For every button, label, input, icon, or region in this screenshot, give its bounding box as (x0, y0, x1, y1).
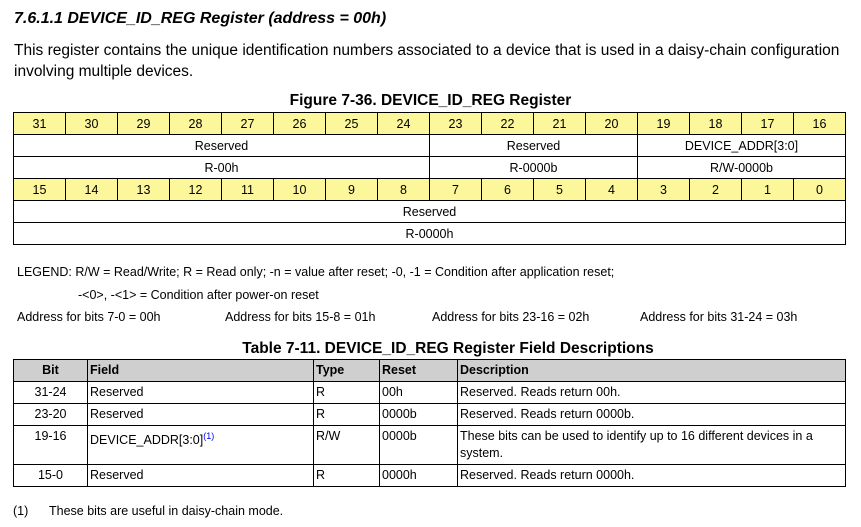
access-row-lower (14, 223, 846, 245)
cell-reset: 0000b (380, 404, 458, 426)
bit-29: 29 (118, 113, 170, 135)
table-row (14, 382, 846, 404)
cell-bit: 31-24 (14, 382, 88, 404)
footnote (13, 504, 283, 518)
field-reserved-15-0: Reserved (14, 201, 846, 223)
table-caption: Table 7-11. DEVICE_ID_REG Register Field Descriptions (242, 340, 654, 357)
cell-field: Reserved (88, 404, 314, 426)
field-reserved-23-20: Reserved (430, 135, 638, 157)
cell-bit: 15-0 (14, 465, 88, 487)
bit-11: 11 (222, 179, 274, 201)
bit-12: 12 (170, 179, 222, 201)
cell-description: Reserved. Reads return 00h. (458, 382, 846, 404)
cell-field (88, 426, 314, 465)
cell-bit: 19-16 (14, 426, 88, 465)
bit-14: 14 (66, 179, 118, 201)
figure-caption: Figure 7-36. DEVICE_ID_REG Register (289, 92, 572, 109)
field-name: DEVICE_ADDR[3:0] (90, 433, 204, 448)
access-15-0: R-0000h (14, 223, 846, 245)
address-bits-23-16: Address for bits 23-16 = 02h (432, 310, 590, 324)
address-bits-7-0: Address for bits 7-0 = 00h (17, 310, 161, 324)
bit-6: 6 (482, 179, 534, 201)
cell-reset: 0000b (380, 426, 458, 465)
bit-8: 8 (378, 179, 430, 201)
cell-type: R (314, 465, 380, 487)
footnote-text: These bits are useful in daisy-chain mode. (49, 504, 284, 518)
bit-17: 17 (742, 113, 794, 135)
cell-reset: 00h (380, 382, 458, 404)
section-title: 7.6.1.1 DEVICE_ID_REG Register (address = 00h) (14, 10, 387, 27)
bit-24: 24 (378, 113, 430, 135)
bit-5: 5 (534, 179, 586, 201)
address-bits-15-8: Address for bits 15-8 = 01h (225, 310, 376, 324)
bit-19: 19 (638, 113, 690, 135)
bit-20: 20 (586, 113, 638, 135)
access-row-upper (14, 157, 846, 179)
cell-type: R (314, 382, 380, 404)
footnote-number: (1) (13, 504, 29, 518)
cell-bit: 23-20 (14, 404, 88, 426)
bit-4: 4 (586, 179, 638, 201)
cell-reset: 0000h (380, 465, 458, 487)
field-descriptions-table (13, 359, 846, 487)
header-bit: Bit (14, 360, 88, 382)
bit-28: 28 (170, 113, 222, 135)
bit-25: 25 (326, 113, 378, 135)
field-device-addr: DEVICE_ADDR[3:0] (638, 135, 846, 157)
bit-21: 21 (534, 113, 586, 135)
cell-description: Reserved. Reads return 0000b. (458, 404, 846, 426)
cell-description: These bits can be used to identify up to 16 different devices in a system. (458, 426, 846, 465)
field-name-row-upper (14, 135, 846, 157)
bit-1: 1 (742, 179, 794, 201)
footnote-link[interactable]: (1) (203, 431, 215, 441)
bit-number-row-lower (14, 179, 846, 201)
bit-0: 0 (794, 179, 846, 201)
bit-7: 7 (430, 179, 482, 201)
table-header-row (14, 360, 846, 382)
address-bits-31-24: Address for bits 31-24 = 03h (640, 310, 798, 324)
cell-type: R/W (314, 426, 380, 465)
table-row (14, 465, 846, 487)
bit-2: 2 (690, 179, 742, 201)
header-type: Type (314, 360, 380, 382)
field-reserved-31-24: Reserved (14, 135, 430, 157)
cell-field: Reserved (88, 382, 314, 404)
cell-field: Reserved (88, 465, 314, 487)
bit-22: 22 (482, 113, 534, 135)
access-31-24: R-00h (14, 157, 430, 179)
bit-26: 26 (274, 113, 326, 135)
bit-30: 30 (66, 113, 118, 135)
bit-16: 16 (794, 113, 846, 135)
header-reset: Reset (380, 360, 458, 382)
header-field: Field (88, 360, 314, 382)
bit-3: 3 (638, 179, 690, 201)
access-23-20: R-0000b (430, 157, 638, 179)
bit-27: 27 (222, 113, 274, 135)
bit-15: 15 (14, 179, 66, 201)
bit-9: 9 (326, 179, 378, 201)
table-row (14, 426, 846, 465)
cell-description: Reserved. Reads return 0000h. (458, 465, 846, 487)
register-diagram (13, 112, 846, 245)
legend-line-2: -<0>, -<1> = Condition after power-on reset (78, 288, 319, 302)
field-name-row-lower (14, 201, 846, 223)
bit-23: 23 (430, 113, 482, 135)
legend-line-1: LEGEND: R/W = Read/Write; R = Read only; -n = value after reset; -0, -1 = Condition after application reset; (17, 265, 615, 279)
bit-number-row-upper (14, 113, 846, 135)
table-row (14, 404, 846, 426)
bit-13: 13 (118, 179, 170, 201)
cell-type: R (314, 404, 380, 426)
intro-paragraph: This register contains the unique identification numbers associated to a device that is used in a daisy-chain configuration involving multiple devices. (14, 42, 840, 80)
bit-31: 31 (14, 113, 66, 135)
header-description: Description (458, 360, 846, 382)
bit-10: 10 (274, 179, 326, 201)
access-19-16: R/W-0000b (638, 157, 846, 179)
bit-18: 18 (690, 113, 742, 135)
